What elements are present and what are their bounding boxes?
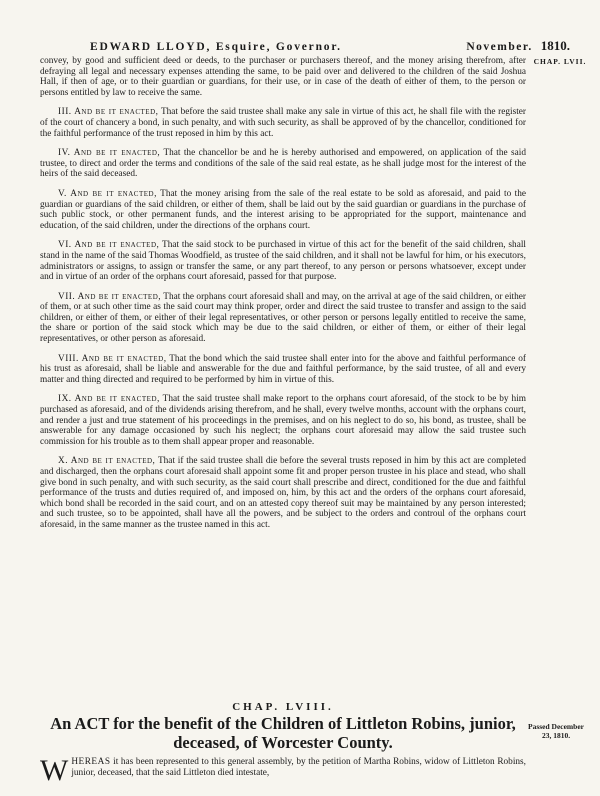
opening-text: it has been represented to this general assembly, by the petition of Martha Robins, widow of Littleton Robins, junior, deceased, that the said Littleton died intestate, [71, 757, 526, 778]
act-title [40, 714, 526, 752]
paragraph [40, 456, 526, 530]
header-month: November. [466, 41, 533, 53]
paragraph-text: That the money arising from the sale of the real estate to be sold as aforesaid, and paid to the guardian or guardians of the said children, or either of them, shall be laid out by the said guardian or guardians in the purchase of such public stock, or other permanent funds, and the interest arising to be appropriated for the support, maintenance and education, of the said children, under the directions of the orphans court. [40, 188, 527, 231]
header-date [424, 38, 570, 54]
opening-caps: HEREAS [71, 757, 111, 767]
paragraph [40, 189, 526, 231]
paragraph [40, 354, 526, 386]
paragraph-text: That if the said trustee shall die before the several trusts reposed in him by this act are completed and discharged, then the orphans court aforesaid shall appoint some fit and proper person trustee in his place and stead, who shall give bond in such penalty, and with such security, as the said court shall prescribe and direct, conditioned for the due and faithful performance of the trusts and duties required of, and imposed on, him, by this act and the orders of the orphans court aforesaid, which bond shall be recorded in the said court, and on an attested copy thereof suit may be maintained by any person interested; and such trustee, so to be appointed, shall have all the powers, and be subject to the orders and controul of the orphans court aforesaid, in the same manner as the trustee named in this act. [40, 456, 527, 530]
section-lead: VIII. And be it enacted, [58, 353, 167, 364]
paragraph-text: That the said stock to be purchased in virtue of this act for the benefit of the said children, shall stand in the name of the said Thomas Woodfield, as trustee of the said children, and it shall not be lawful for him, or his executors, administrators or assigns, to assign or transfer the same, or any part thereof, to any person or persons whatsoever, except under and in virtue of an order of the orphans court aforesaid, passed for that purpose. [40, 240, 526, 283]
act-title-line2: deceased, of Worcester County. [173, 733, 393, 752]
paragraph [40, 240, 526, 282]
section-lead: IX. And be it enacted, [58, 394, 160, 405]
paragraph [40, 292, 526, 345]
paragraph [40, 107, 526, 139]
act-title-line1: An ACT for the benefit of the Children of Littleton Robins, junior, [50, 714, 516, 733]
drop-cap: W [40, 754, 69, 787]
paragraph [40, 56, 526, 98]
section-lead: III. And be it enacted, [58, 107, 159, 118]
page-header [90, 38, 570, 54]
section-lead: VII. And be it enacted, [58, 291, 162, 302]
header-governor: EDWARD LLOYD, Esquire, Governor. [90, 41, 342, 53]
paragraph [40, 148, 526, 180]
margin-note-passed: Passed December 23, 1810. [527, 722, 585, 740]
section-lead: VI. And be it enacted, [58, 240, 160, 251]
paragraph [40, 394, 526, 447]
paragraph-text: convey, by good and sufficient deed or deeds, to the purchaser or purchasers thereof, and the money arising therefrom, after defraying all legal and necessary expenses attending the same, to be paid over and delivered to the children of the said Joshua Hall, if then of age, or to their guardian or guardians, for their use, or in case of the death of either of them, to the person or persons entitled by law to receive the same. [40, 56, 526, 98]
paragraph-text: That the chancellor be and he is hereby authorised and empowered, on application of the said trustee, to direct and order the terms and conditions of the sale of the said real estate, as he shall judge most for the interest of the heirs of the said deceased. [40, 148, 526, 180]
opening-paragraph [40, 754, 526, 787]
paragraph-text: That the bond which the said trustee shall enter into for the above and faithful performance of his trust as aforesaid, shall be liable and answerable for the due and faithful performance, by the said trustee, of all and every matter and thing directed and required to be performed by him in virtue of this. [40, 353, 527, 385]
section-lead: V. And be it enacted, [58, 188, 157, 199]
margin-note-chap: CHAP. LVII. [533, 57, 587, 66]
paragraph-text: That the said trustee shall make report to the orphans court aforesaid, of the stock to be by him purchased as aforesaid, and of the dividends arising therefrom, and he shall, every twelve months, account with the orphans court, and render a just and true statement of his proceedings in the premises, and on his neglect to do so, his bond, as trustee, shall be answerable for any damage occasioned by such his neglect; the orphans court aforesaid may allow the said trustee such commission for his trouble as to them shall appear proper and reasonable. [40, 394, 527, 447]
section-lead: X. And be it enacted, [58, 456, 156, 467]
section-lead: IV. And be it enacted, [58, 148, 161, 159]
paragraph-text: That before the said trustee shall make any sale in virtue of this act, he shall file with the register of the court of chancery a bond, in such penalty, and with such security, as shall be approved of by the chancellor, conditioned for the faithful performance of the trust reposed in him by this act. [40, 107, 527, 139]
header-year: 1810. [540, 38, 570, 53]
document-body [40, 56, 526, 540]
paragraph-text: That the orphans court aforesaid shall and may, on the arrival at age of the said children, or either of them, or at such other time as the said court may think proper, order and direct the said trustee to transfer and assign to the said children, or either of them, or either of their legal representatives, or other person or persons legally entitled to receive the same, the share or portion of the said stock which may be due to the said children, or either of them, or either of their legal representatives, or other person as aforesaid. [40, 291, 527, 345]
chapter-heading: CHAP. LVIII. [232, 701, 334, 713]
